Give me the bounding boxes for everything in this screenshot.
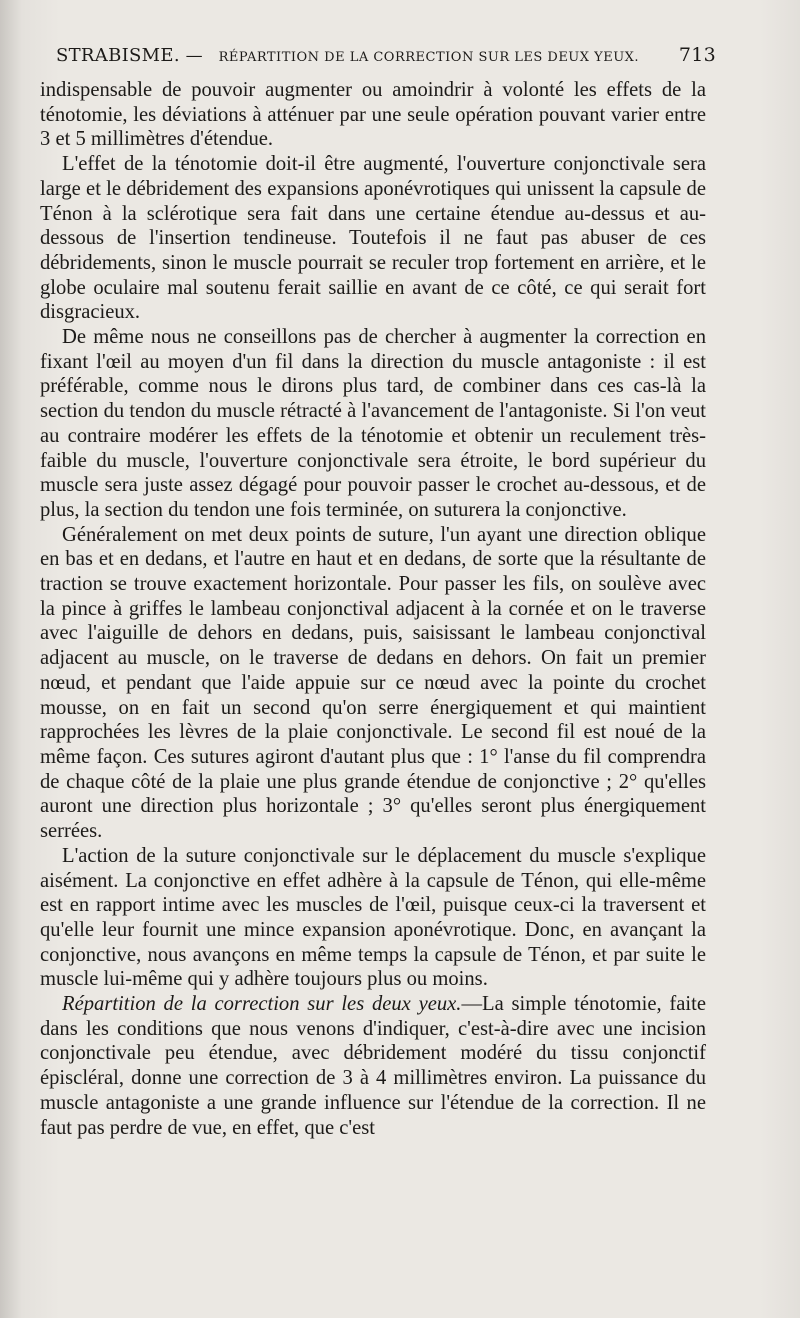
paragraph-4: Généralement on met deux points de suture, l'un ayant une direction oblique en bas et en dedans, et l'autre en haut et en dedans, de sorte que la résultante de traction se trouve exactement horizontale. Pour passer les fils, on soulève avec la pince à griffes le lambeau conjonctival adjacent à la cornée et on le traverse avec l'aiguille de dehors en dedans, puis, saisissant le lambeau conjonctival adjacent au muscle, on le traverse de dedans en dehors. On fait un premier nœud, et pendant que l'aide appuie sur ce nœud avec la pointe du crochet mousse, on en fait un second qu'on serre énergiquement et qui maintient rapprochées les lèvres de la plaie conjonctivale. Le second fil est noué de la même façon. Ces sutures agiront d'autant plus que : 1° l'anse du fil comprendra de chaque côté de la plaie une plus grande étendue de conjonctive ; 2° qu'elles auront une direction plus horizontale ; 3° qu'elles seront plus énergiquement serrées.	[40, 523, 706, 843]
paragraph-2: L'effet de la ténotomie doit-il être augmenté, l'ouverture conjonctivale sera large et le débridement des expansions aponévrotiques qui unissent la capsule de Ténon à la sclérotique sera fait dans une certaine étendue au-dessus et au-dessous de l'insertion tendineuse. Toutefois il ne faut pas abuser de ces débridements, sinon le muscle pourrait se reculer trop fortement en arrière, et le globe oculaire mal soutenu ferait saillie en avant de ce côté, ce qui serait fort disgracieux.	[40, 153, 706, 324]
paragraph-5: L'action de la suture conjonctivale sur le déplacement du muscle s'explique aisément. La conjonctive en effet adhère à la capsule de Ténon, qui elle-même est en rapport intime avec les muscles de l'œil, puisque ceux-ci la traversent et qu'elle leur fournit une mince expansion aponévrotique. Donc, en avançant la conjonctive, nous avançons en même temps la capsule de Ténon, et par suite le muscle lui-même qui y adhère toujours plus ou moins.	[40, 844, 706, 991]
body-text	[40, 78, 706, 1140]
paragraph-6-text: —La simple ténotomie, faite dans les conditions que nous venons d'indiquer, c'est-à-dire avec une incision conjonctivale peu étendue, avec débridement modéré du tissu conjonctif épiscléral, donne une correction de 3 à 4 millimètres environ. La puissance du muscle antagoniste a une grande influence sur l'étendue de la correction. Il ne faut pas perdre de vue, en effet, que c'est	[40, 993, 706, 1139]
header-subtitle: RÉPARTITION DE LA CORRECTION SUR LES DEUX YEUX.	[218, 50, 640, 65]
page-number: 713	[678, 44, 716, 66]
running-title	[56, 45, 679, 66]
paragraph-6	[40, 992, 706, 1140]
section-heading-italic: Répartition de la correction sur les deux yeux.	[62, 993, 462, 1016]
running-header	[56, 44, 716, 66]
paragraph-1: indispensable de pouvoir augmenter ou amoindrir à volonté les effets de la ténotomie, les déviations à atténuer par une seule opération pouvant varier entre 3 et 5 millimètres d'étendue.	[40, 79, 706, 151]
header-dash: —	[185, 46, 203, 66]
header-title: STRABISME.	[56, 45, 180, 66]
paragraph-3: De même nous ne conseillons pas de chercher à augmenter la correction en fixant l'œil au moyen d'un fil dans la direction du muscle antagoniste : il est préférable, comme nous le dirons plus tard, de combiner dans ces cas-là la section du tendon du muscle rétracté à l'avancement de l'antagoniste. Si l'on veut au contraire modérer les effets de la ténotomie et obtenir un reculement très-faible du muscle, l'ouverture conjonctivale sera étroite, le bord supérieur du muscle sera juste assez dégagé pour pouvoir passer le crochet au-dessous, et de plus, la section du tendon une fois terminée, on suturera la conjonctive.	[40, 326, 706, 521]
